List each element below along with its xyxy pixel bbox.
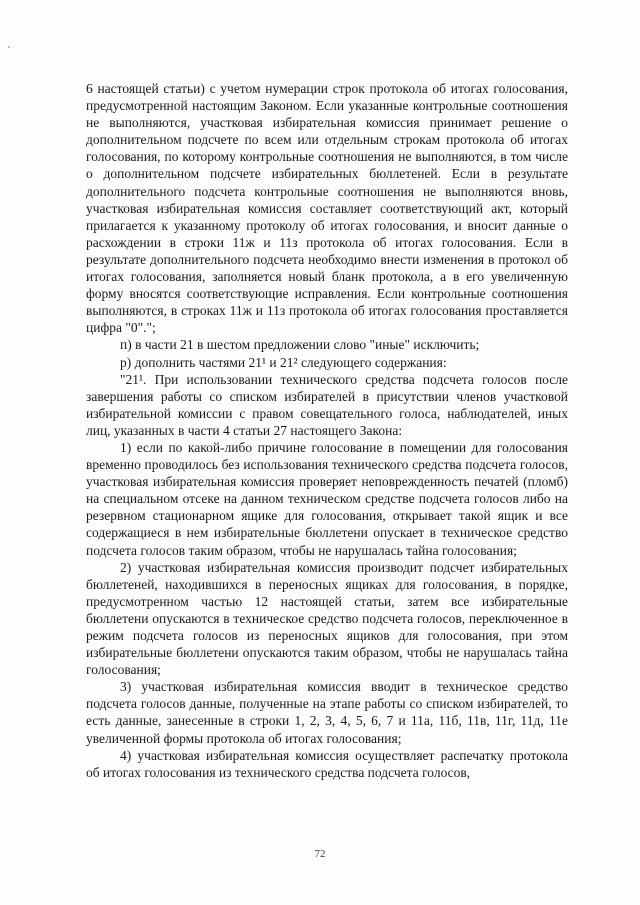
body-text — [86, 80, 568, 781]
paragraph-4: 1) если по какой-либо причине голосование в помещении для голосования временно проводилось без использования технического средства подсчета голосов, участковая избирательная комиссия проверяет неповрежденность печатей (пломб) на специальном отсеке на данном техническом средстве подсчета голосов либо на резервном стационарном ящике для голосования, открывает такой ящик и все содержащиеся в нем избирательные бюллетени опускает в техническое средство подсчета голосов таким образом, чтобы не нарушалась тайна голосования; — [86, 439, 568, 558]
page-number: 72 — [314, 848, 326, 860]
paragraph-6: 3) участковая избирательная комиссия вводит в техническое средство подсчета голосов данные, полученные на этапе работы со списком избирателей, то есть данные, занесенные в строки 1, 2, 3, 4, 5, 6, 7 и 11а, 11б, 11в, 11г, 11д, 11е увеличенной формы протокола об итогах голосования; — [86, 679, 568, 746]
paragraph-2: р) дополнить частями 21¹ и 21² следующего содержания: — [120, 354, 447, 370]
paragraph-7: 4) участковая избирательная комиссия осуществляет распечатку протокола об итогах голосования из технического средства подсчета голосов, — [86, 747, 568, 780]
paragraph-0: 6 настоящей статьи) с учетом нумерации строк протокола об итогах голосования, предусмотренной настоящим Законом. Если указанные контрольные соотношения не выполняются, участковая избирательная комиссия принимает решение о дополнительном подсчете по всем или отдельным строкам протокола об итогах голосования, по которому контрольные соотношения не выполняются, в том числе о дополнительном подсчете избирательных бюллетеней. Если в результате дополнительного подсчета контрольные соотношения не выполняются вновь, участковая избирательная комиссия составляет соответствующий акт, который прилагается к указанному протоколу об итогах голосования, и вносит данные о расхождении в строки 11ж и 11з протокола об итогах голосования. Если в результате дополнительного подсчета необходимо внести изменения в протокол об итогах голосования, заполняется новый бланк протокола, а в его увеличенную форму вносятся соответствующие исправления. Если контрольные соотношения выполняются, в строках 11ж и 11з протокола об итогах голосования проставляется цифра "0"."; — [86, 81, 568, 336]
scan-speck — [8, 46, 10, 48]
paragraph-5: 2) участковая избирательная комиссия производит подсчет избирательных бюллетеней, находившихся в переносных ящиках для голосования, в порядке, предусмотренном частью 12 настоящей статьи, затем все избирательные бюллетени опускаются в техническое средство подсчета голосов, переключенное в режим подсчета голосов из переносных ящиков для голосования, при этом избирательные бюллетени опускаются таким образом, чтобы не нарушалась тайна голосования; — [86, 559, 568, 678]
paragraph-3: "21¹. При использовании технического средства подсчета голосов после завершения работы со списком избирателей в присутствии членов участковой избирательной комиссии с правом совещательного голоса, наблюдателей, иных лиц, указанных в части 4 статьи 27 настоящего Закона: — [86, 371, 568, 438]
paragraph-1: п) в части 21 в шестом предложении слово "иные" исключить; — [120, 337, 480, 353]
